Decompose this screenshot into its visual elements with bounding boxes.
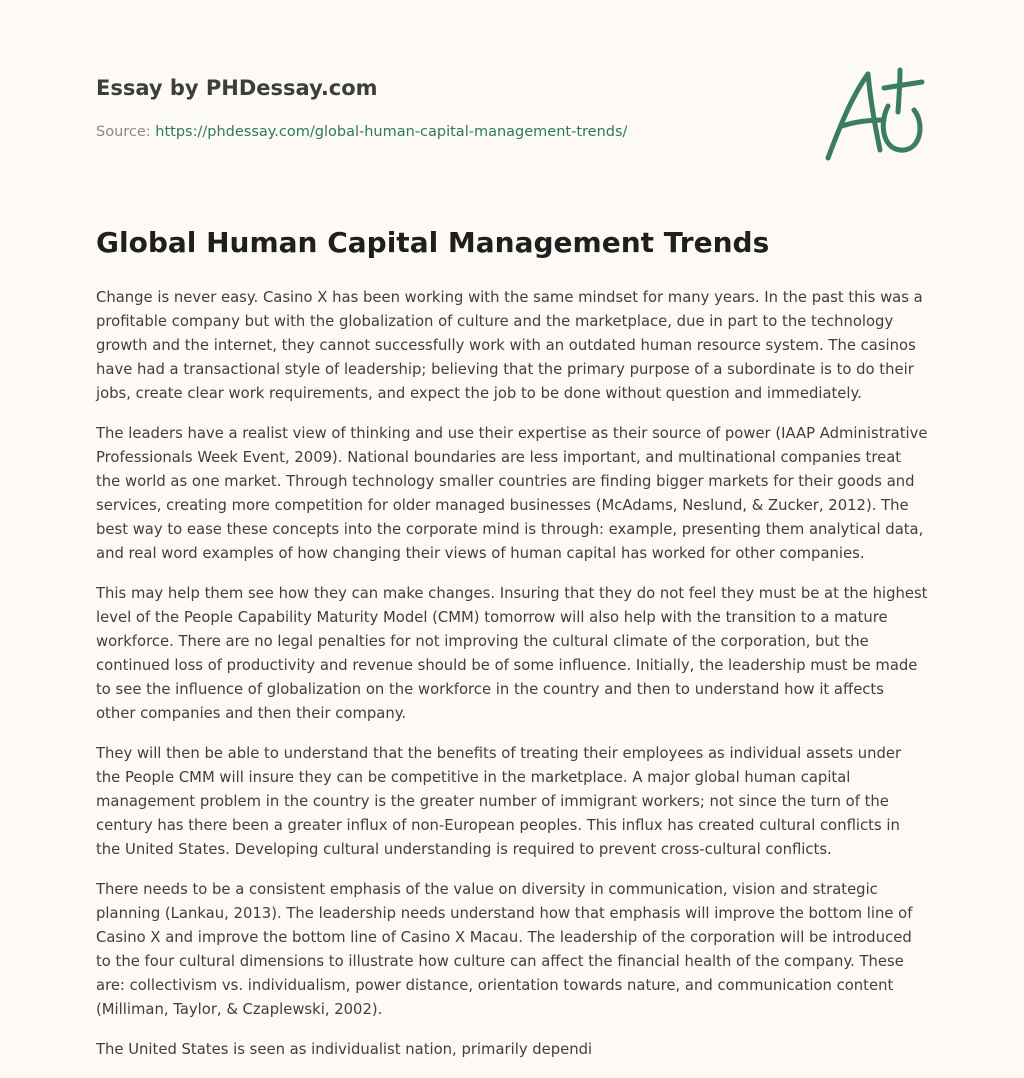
essay-paragraph-truncated: The United States is seen as individualist nation, primarily dependi <box>96 1041 593 1058</box>
essay-paragraph: This may help them see how they can make changes. Insuring that they do not feel they must be at the highest level of the People Capability Maturity Model (CMM) tomorrow will also help with the transition to a mature workforce. There are no legal penalties for not improving the cultural climate of the corporation, but the continued loss of productivity and revenue should be of some influence. Initially, the leadership must be made to see the influence of globalization on the workforce in the country and then to understand how it affects other companies and then their company. <box>96 585 928 722</box>
essay-paragraph: Change is never easy. Casino X has been working with the same mindset for many years. In the past this was a profitable company but with the globalization of culture and the marketplace, due in part to the technology growth and the internet, they cannot successfully work with an outdated human resource system. The casinos have had a transactional style of leadership; believing that the primary purpose of a subordinate is to do their jobs, create clear work requirements, and expect the job to be done without question and immediately. <box>96 289 923 402</box>
source-label: Source: <box>96 124 156 140</box>
source-line <box>96 124 627 140</box>
source-link[interactable]: https://phdessay.com/global-human-capital-management-trends/ <box>155 124 628 140</box>
essay-paragraph: There needs to be a consistent emphasis of the value on diversity in communication, vision and strategic planning (Lankau, 2013). The leadership needs understand how that emphasis will improve the bottom line of Casino X and improve the bottom line of Casino X Macau. The leadership of the corporation will be introduced to the four cultural dimensions to illustrate how culture can affect the financial health of the company. These are: collectivism vs. individualism, power distance, orientation towards nature, and communication content (Milliman, Taylor, & Czaplewski, 2002). <box>96 881 913 1018</box>
essay-paragraph: They will then be able to understand that the benefits of treating their employees as individual assets under the People CMM will insure they can be competitive in the marketplace. A major global human capital management problem in the country is the greater number of immigrant workers; not since the turn of the century has there been a greater influx of non-European peoples. This influx has created cultural conflicts in the United States. Developing cultural understanding is required to prevent cross-cultural conflicts. <box>96 745 902 858</box>
a-plus-grade-icon <box>818 66 930 166</box>
essay-paragraph: The leaders have a realist view of thinking and use their expertise as their source of power (IAAP Administrative Professionals Week Event, 2009). National boundaries are less important, and multinational companies treat the world as one market. Through technology smaller countries are finding bigger markets for their goods and services, creating more competition for older managed businesses (McAdams, Neslund, & Zucker, 2012). The best way to ease these concepts into the corporate mind is through: example, presenting them analytical data, and real word examples of how changing their views of human capital has worked for other companies. <box>96 425 928 562</box>
essay-body <box>96 286 928 1078</box>
site-brand: Essay by PHDessay.com <box>96 76 378 100</box>
essay-title: Global Human Capital Management Trends <box>96 226 770 259</box>
